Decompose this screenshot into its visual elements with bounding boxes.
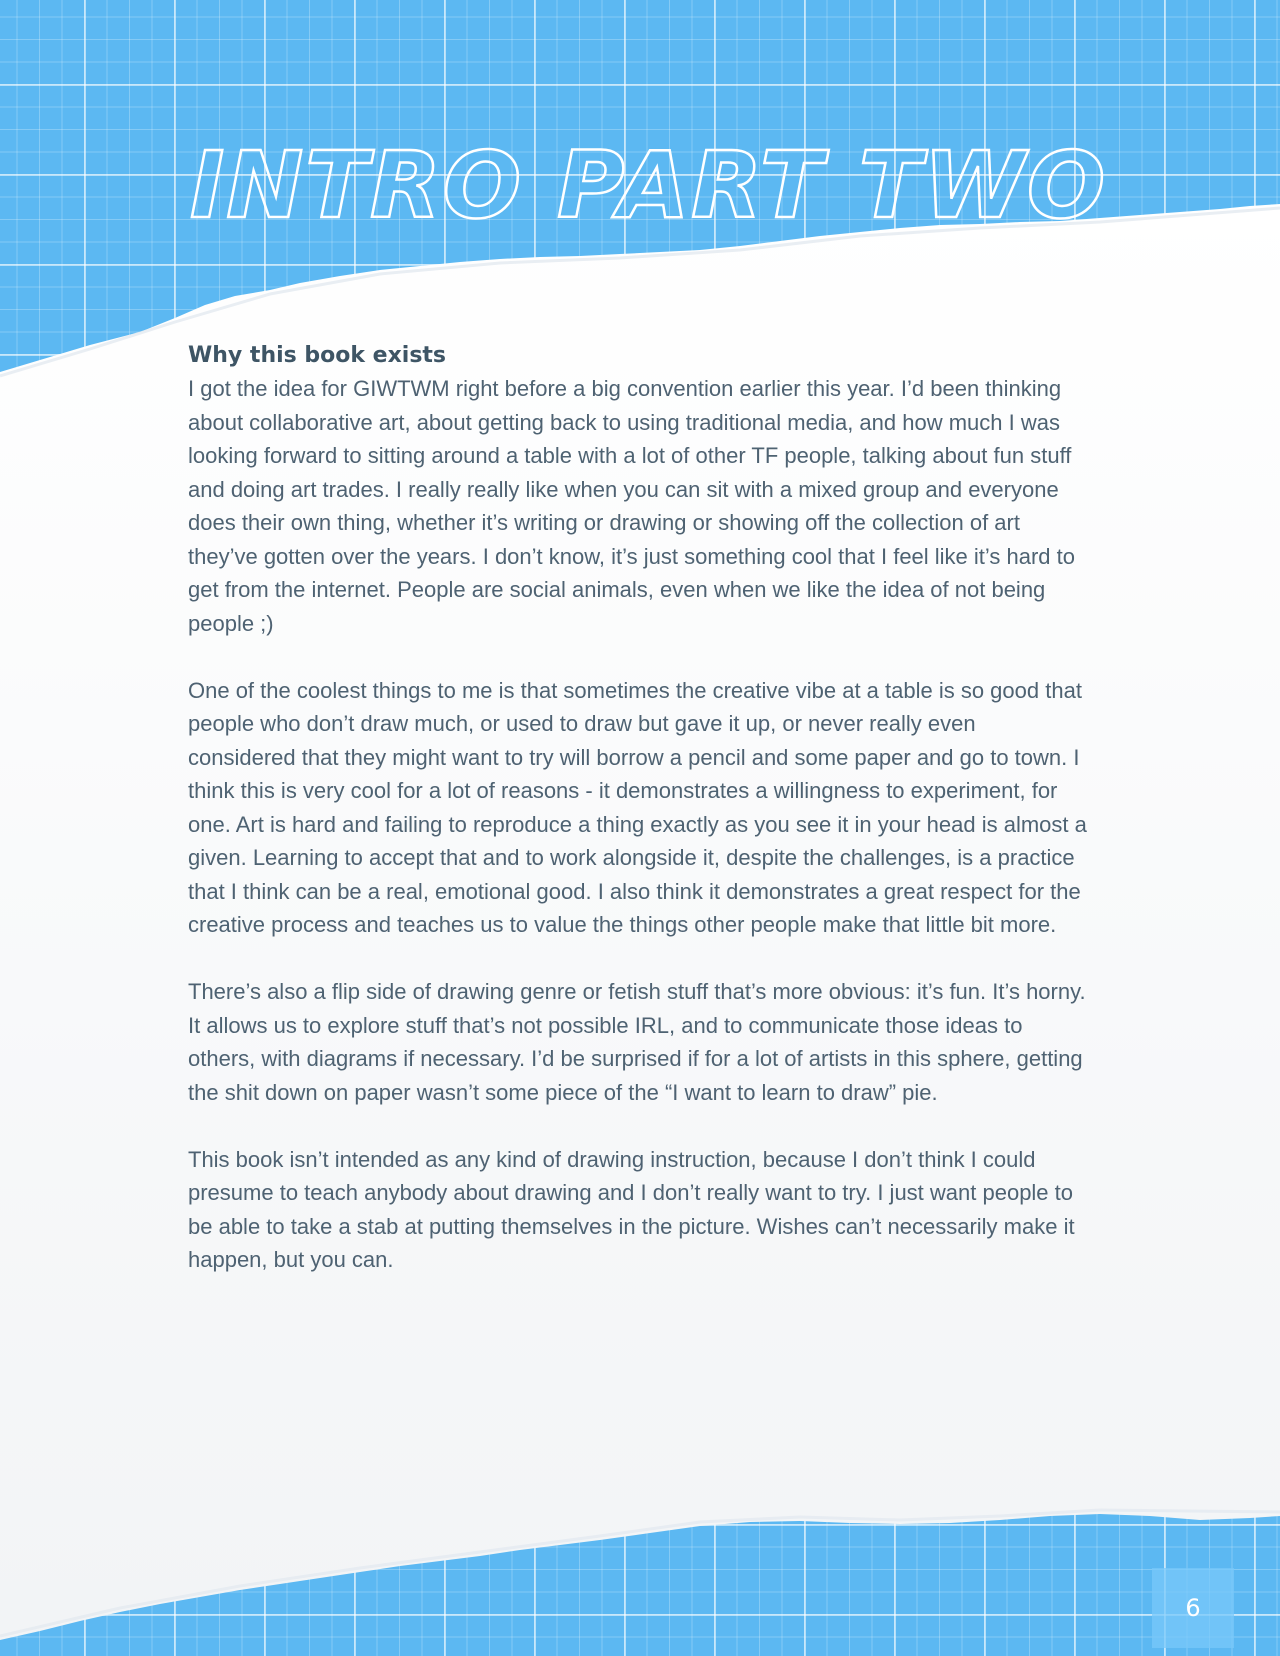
page-number: 6	[1152, 1568, 1234, 1648]
paragraph-2: One of the coolest things to me is that sometimes the creative vibe at a table is so good that people who don’t draw much, or used to draw but gave it up, or never really even considered that they might want to try will borrow a pencil and some paper and go to town. I think this is very cool for a lot of reasons - it demonstrates a willingness to experiment, for one. Art is hard and failing to reproduce a thing exactly as you see it in your head is almost a given. Learning to accept that and to work alongside it, despite the challenges, is a practice that I think can be a real, emotional good. I also think it demonstrates a great respect for the creative process and teaches us to value the things other people make that little bit more.	[188, 677, 1087, 937]
section-heading: Why this book exists	[188, 343, 447, 368]
paragraph-1: I got the idea for GIWTWM right before a big convention earlier this year. I’d been thinking about collaborative art, about getting back to using traditional media, and how much I was looking forward to sitting around a table with a lot of other TF people, talking about fun stuff and doing art trades. I really really like when you can sit with a mixed group and everyone does their own thing, whether it’s writing or drawing or showing off the collection of art they’ve gotten over the years. I don’t know, it’s just something cool that I feel like it’s hard to get from the internet. People are social animals, even when we like the idea of not being people ;)	[188, 376, 1076, 636]
paragraph-3: There’s also a flip side of drawing genre or fetish stuff that’s more obvious: it’s fun. It’s horny. It allows us to explore stuff that’s not possible IRL, and to communicate those ideas to others, with diagrams if necessary. I’d be surprised if for a lot of artists in this sphere, getting the shit down on paper wasn’t some piece of the “I want to learn to draw” pie.	[188, 979, 1086, 1105]
page-title: INTRO PART TWO	[190, 132, 1108, 239]
body-content	[188, 339, 1088, 1310]
paragraph-4: This book isn’t intended as any kind of drawing instruction, because I don’t think I could presume to teach anybody about drawing and I don’t really want to try. I just want people to be able to take a stab at putting themselves in the picture. Wishes can’t necessarily make it happen, but you can.	[188, 1146, 1075, 1272]
